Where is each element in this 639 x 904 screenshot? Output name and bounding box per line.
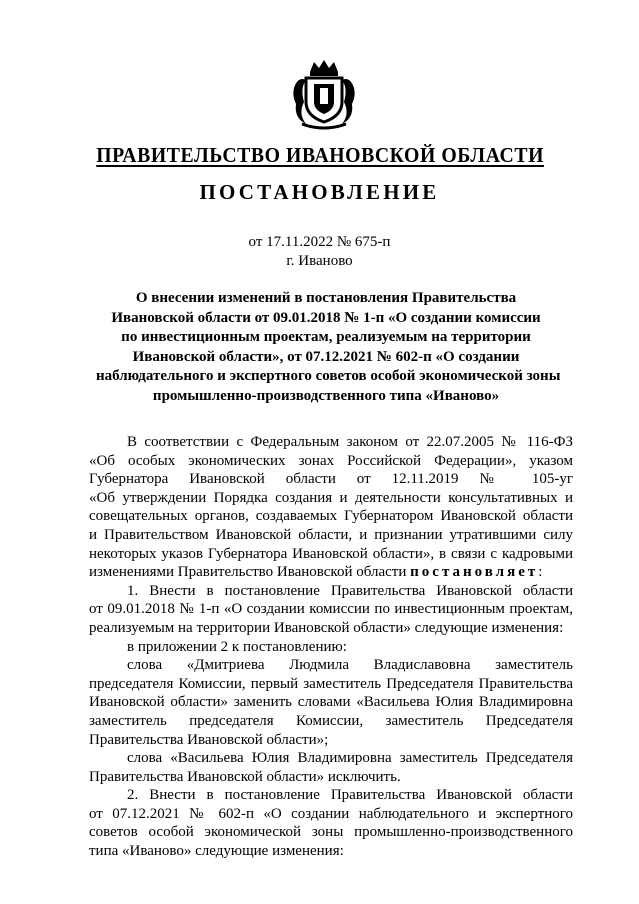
body-line: «Об особых экономических зонах Российской Федерации», указом (89, 452, 573, 469)
body-line: в приложении 2 к постановлению: (127, 638, 347, 655)
body-line (89, 563, 573, 582)
document-title (96, 289, 561, 407)
body-text: изменениями Правительство Ивановской области (89, 564, 407, 581)
title-line: Ивановской области», от 07.12.2021 № 602-п «О создании (132, 348, 520, 365)
body-line: Губернатора Ивановской области от 12.11.2019 № 105-уг (89, 471, 573, 488)
document-body (89, 433, 573, 861)
body-line: председателя Комиссии, первый заместитель Председателя Правительства (89, 675, 573, 692)
body-line: от 07.12.2021 № 602-п «О создании наблюдательного и экспертного (89, 805, 573, 822)
body-line: «Об утверждении Порядка создания и деятельности консультативных и (89, 489, 573, 506)
body-line: советов особой экономической зоны промышленно-производственного (89, 824, 573, 841)
coat-of-arms-icon (292, 58, 356, 130)
city: г. Иваново (286, 253, 353, 269)
body-line: типа «Иваново» следующие изменения: (89, 843, 344, 860)
body-line: некоторых указов Губернатора Ивановской области», в связи с кадровыми (89, 545, 573, 562)
body-line: слова «Дмитриева Людмила Владиславовна заместитель (127, 657, 573, 674)
colon: : (538, 564, 543, 581)
title-line: по инвестиционным проектам, реализуемым на территории (121, 329, 531, 346)
body-line: совещательных органов, создаваемых Губернатором Ивановской области (89, 508, 573, 525)
resolves-word: постановляет (410, 564, 539, 581)
body-line: реализуемым на территории Ивановской области» следующие изменения: (89, 619, 564, 636)
body-line: В соответствии с Федеральным законом от 22.07.2005 № 116-ФЗ (127, 434, 573, 450)
body-line: Правительства Ивановской области»; (89, 731, 329, 748)
body-line: Ивановской области» заменить словами «Васильева Юлия Владимировна (89, 694, 573, 711)
title-line: промышленно-производственного типа «Иваново» (152, 387, 500, 404)
body-line: 2. Внести в постановление Правительства Ивановской области (127, 787, 573, 804)
title-line: О внесении изменений в постановления Правительства (135, 290, 517, 306)
organization-name: ПРАВИТЕЛЬСТВО ИВАНОВСКОЙ ОБЛАСТИ (96, 143, 544, 167)
date-number-block (0, 233, 639, 271)
title-line: Ивановской области от 09.01.2018 № 1-п «О создании комиссии (111, 309, 541, 326)
body-line: и Правительством Ивановской области, и признании утратившими силу (89, 526, 573, 543)
date-number: от 17.11.2022 № 675-п (248, 234, 391, 250)
document-type: ПОСТАНОВЛЕНИЕ (199, 180, 440, 204)
body-line: заместитель председателя Комиссии, заместитель Председателя (89, 712, 573, 729)
body-line: слова «Васильева Юлия Владимировна заместитель Председателя (127, 750, 573, 767)
title-line: наблюдательного и экспертного советов особой экономической зоны (96, 368, 561, 385)
body-line: от 09.01.2018 № 1-п «О создании комиссии по инвестиционным проектам, (89, 601, 573, 618)
body-line: Правительства Ивановской области» исключить. (89, 768, 401, 785)
body-line: 1. Внести в постановление Правительства Ивановской области (127, 582, 573, 599)
